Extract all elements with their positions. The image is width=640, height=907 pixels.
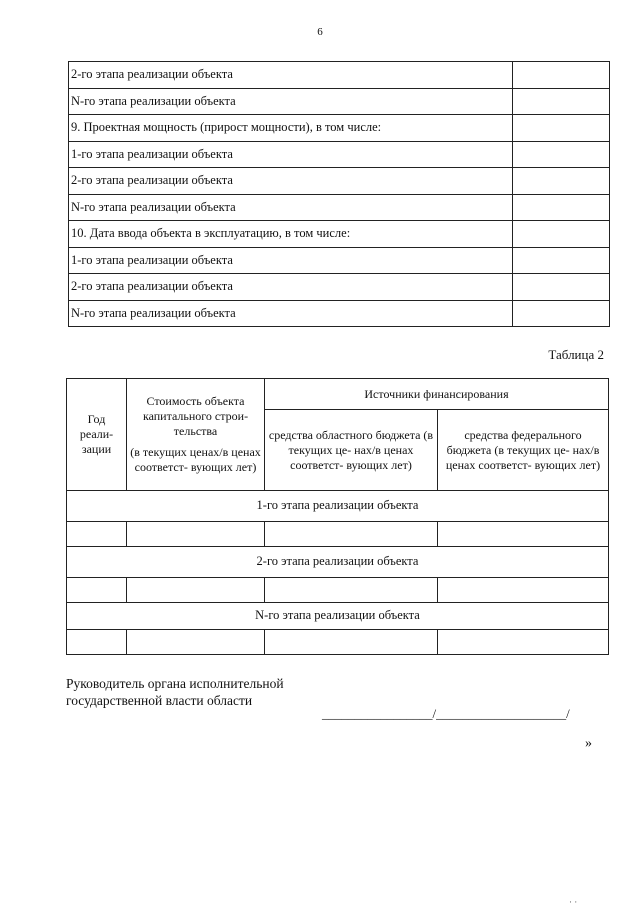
header-federal: средства федерального бюджета (в текущих це- нах/в ценах соответст- вующих лет) [438,410,609,491]
header-cost [127,379,265,491]
stage-label: 2-го этапа реализации объекта [67,547,609,578]
value-cell [513,194,610,221]
cell-cost [127,578,265,603]
row-label: 9. Проектная мощность (прирост мощности), в том числе: [69,115,513,142]
table-row [69,247,610,274]
value-cell [513,62,610,89]
header-row [67,379,609,410]
row-label: 2-го этапа реализации объекта [69,274,513,301]
stage-label: N-го этапа реализации объекта [67,603,609,630]
closing-quote: » [585,736,592,751]
row-label: 1-го этапа реализации объекта [69,141,513,168]
value-cell [513,141,610,168]
table-row [69,300,610,327]
row-label: N-го этапа реализации объекта [69,194,513,221]
signatory-title-line1: Руководитель органа исполнительной [66,676,284,691]
table-row [67,630,609,655]
stage-row [67,603,609,630]
table-row [69,88,610,115]
cell-federal [438,578,609,603]
value-cell [513,115,610,142]
corner-mark: · · [569,897,578,907]
table-row [69,168,610,195]
cell-year [67,522,127,547]
cell-federal [438,522,609,547]
value-cell [513,300,610,327]
financing-table [66,378,609,655]
table-caption: Таблица 2 [548,347,604,362]
table-row [69,62,610,89]
stage-label: 1-го этапа реализации объекта [67,491,609,522]
cell-year [67,578,127,603]
table-row [69,141,610,168]
header-cost-note: (в текущих ценах/в ценах соответст- вующих лет) [130,445,261,474]
value-cell [513,221,610,248]
table-row [69,274,610,301]
stage-row [67,547,609,578]
cell-year [67,630,127,655]
cell-cost [127,522,265,547]
value-cell [513,247,610,274]
stage-row [67,491,609,522]
cell-regional [265,630,438,655]
value-cell [513,168,610,195]
value-cell [513,274,610,301]
row-label: 1-го этапа реализации объекта [69,247,513,274]
cell-cost [127,630,265,655]
header-regional: средства областного бюджета (в текущих це- нах/в ценах соответст- вующих лет) [265,410,438,491]
signature-line: _________________/____________________/ [322,706,570,721]
cell-regional [265,522,438,547]
row-label: 2-го этапа реализации объекта [69,168,513,195]
header-sources: Источники финансирования [265,379,609,410]
signatory-title-line2: государственной власти области [66,692,253,708]
table-row [69,221,610,248]
header-cost-title: Стоимость объекта капитального строи- тельства [142,394,249,438]
signatory-block [66,676,284,710]
header-year: Год реали- зации [67,379,127,491]
parameters-table [68,61,610,327]
row-label: 2-го этапа реализации объекта [69,62,513,89]
table-row [69,194,610,221]
value-cell [513,88,610,115]
row-label: 10. Дата ввода объекта в эксплуатацию, в том числе: [69,221,513,248]
row-label: N-го этапа реализации объекта [69,300,513,327]
table-row [67,578,609,603]
cell-federal [438,630,609,655]
table-row [67,522,609,547]
cell-regional [265,578,438,603]
row-label: N-го этапа реализации объекта [69,88,513,115]
page-number: 6 [317,26,323,38]
table-row [69,115,610,142]
